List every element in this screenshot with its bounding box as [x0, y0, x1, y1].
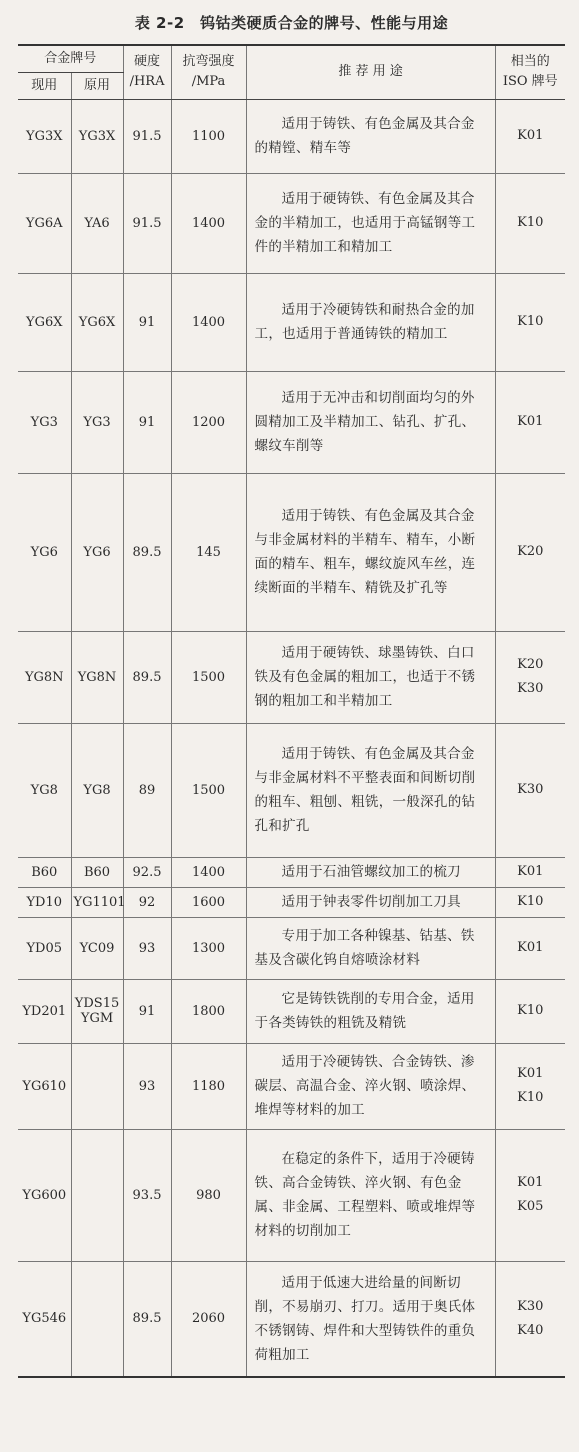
grade-current-cell: YD10: [18, 887, 71, 917]
iso-code: K30: [517, 1298, 544, 1314]
header-strength-line1: 抗弯强度: [182, 54, 235, 70]
grade-current-cell: YG6: [18, 473, 71, 631]
iso-cell: [495, 273, 565, 371]
iso-cell: [495, 857, 565, 887]
iso-cell: [495, 1129, 565, 1261]
header-hardness: [123, 45, 171, 99]
hardness-cell: 91: [123, 371, 171, 473]
header-former: 原用: [71, 72, 123, 99]
hardness-cell: 91: [123, 979, 171, 1043]
grade-current-cell: YG6A: [18, 173, 71, 273]
iso-cell: [495, 1261, 565, 1377]
grade-current-cell: YG610: [18, 1043, 71, 1129]
iso-code: K01: [517, 940, 544, 955]
usage-cell: 适用于钟表零件切削加工刀具: [246, 887, 495, 917]
grade-current-cell: YG8N: [18, 631, 71, 723]
table-row: [18, 99, 565, 173]
strength-cell: 1400: [171, 173, 246, 273]
iso-code: K10: [517, 314, 544, 329]
strength-cell: 980: [171, 1129, 246, 1261]
iso-cell: [495, 723, 565, 857]
grade-former-cell: [71, 1043, 123, 1129]
hardness-cell: 89.5: [123, 473, 171, 631]
strength-cell: 1300: [171, 917, 246, 979]
strength-cell: 145: [171, 473, 246, 631]
iso-code: K01: [517, 414, 544, 429]
usage-cell: 在稳定的条件下，适用于冷硬铸铁、高合金铸铁、淬火钢、有色金属、非金属、工程塑料、喷或堆焊等材料的切削加工: [246, 1129, 495, 1261]
hardness-cell: 91.5: [123, 99, 171, 173]
iso-cell: [495, 371, 565, 473]
strength-cell: 1500: [171, 631, 246, 723]
iso-cell: [495, 631, 565, 723]
grade-current-cell: YD201: [18, 979, 71, 1043]
hardness-cell: 89.5: [123, 631, 171, 723]
iso-code: K05: [517, 1199, 544, 1214]
header-strength-line2: /MPa: [191, 74, 226, 90]
iso-code: K10: [517, 1003, 544, 1018]
iso-code: K01: [517, 1066, 544, 1081]
header-hardness-line1: 硬度: [134, 54, 161, 70]
strength-cell: 1100: [171, 99, 246, 173]
iso-code: K20: [517, 657, 544, 672]
grade-current-cell: YG3X: [18, 99, 71, 173]
grade-current-cell: YG546: [18, 1261, 71, 1377]
header-grade: 合金牌号: [18, 45, 123, 72]
usage-cell: 适用于铸铁、有色金属及其合金的精镗、精车等: [246, 99, 495, 173]
usage-cell: 适用于低速大进给量的间断切削，不易崩刃、打刀。适用于奥氏体不锈钢铸、焊件和大型铸铁件的重负荷粗加工: [246, 1261, 495, 1377]
iso-cell: [495, 917, 565, 979]
usage-cell: 专用于加工各种镍基、钴基、铁基及含碳化钨自熔喷涂材料: [246, 917, 495, 979]
grade-former-cell: [71, 1261, 123, 1377]
grade-former-cell: YG3X: [71, 99, 123, 173]
usage-cell: 适用于无冲击和切削面均匀的外圆精加工及半精加工、钻孔、扩孔、螺纹车削等: [246, 371, 495, 473]
table-body: [18, 99, 565, 1377]
usage-cell: 适用于石油管螺纹加工的梳刀: [246, 857, 495, 887]
iso-cell: [495, 1043, 565, 1129]
hardness-cell: 93: [123, 1043, 171, 1129]
iso-code: K10: [517, 215, 544, 230]
header-iso-line2: ISO 牌号: [502, 74, 558, 90]
usage-cell: 适用于铸铁、有色金属及其合金与非金属材料不平整表面和间断切削的粗车、粗刨、粗铣，一般深孔的钻孔和扩孔: [246, 723, 495, 857]
grade-current-cell: YG600: [18, 1129, 71, 1261]
iso-cell: [495, 887, 565, 917]
strength-cell: 2060: [171, 1261, 246, 1377]
grade-former-cell: YDS15 YGM: [71, 979, 123, 1043]
table-row: [18, 917, 565, 979]
hardness-cell: 93.5: [123, 1129, 171, 1261]
header-hardness-line2: /HRA: [129, 74, 165, 90]
hardness-cell: 93: [123, 917, 171, 979]
iso-code: K10: [517, 1090, 544, 1105]
hardness-cell: 91: [123, 273, 171, 371]
grade-former-cell: [71, 1129, 123, 1261]
iso-cell: [495, 99, 565, 173]
hardness-cell: 91.5: [123, 173, 171, 273]
table-row: [18, 857, 565, 887]
grade-former-cell: YG1101: [71, 887, 123, 917]
iso-code: K01: [517, 864, 544, 879]
table-row: [18, 631, 565, 723]
strength-cell: 1500: [171, 723, 246, 857]
grade-former-cell: YG6: [71, 473, 123, 631]
alloy-table: [18, 44, 565, 1378]
table-row: [18, 1129, 565, 1261]
iso-cell: [495, 473, 565, 631]
iso-code: K01: [517, 128, 544, 143]
table-row: [18, 1261, 565, 1377]
table-row: [18, 887, 565, 917]
hardness-cell: 89: [123, 723, 171, 857]
hardness-cell: 92: [123, 887, 171, 917]
grade-current-cell: YG3: [18, 371, 71, 473]
header-usage: 推 荐 用 途: [246, 45, 495, 99]
grade-former-cell: YG3: [71, 371, 123, 473]
grade-current-cell: YG6X: [18, 273, 71, 371]
table-row: [18, 273, 565, 371]
strength-cell: 1800: [171, 979, 246, 1043]
hardness-cell: 92.5: [123, 857, 171, 887]
usage-cell: 适用于冷硬铸铁和耐热合金的加工，也适用于普通铸铁的精加工: [246, 273, 495, 371]
grade-former-cell: YA6: [71, 173, 123, 273]
iso-cell: [495, 979, 565, 1043]
usage-cell: 适用于冷硬铸铁、合金铸铁、渗碳层、高温合金、淬火钢、喷涂焊、堆焊等材料的加工: [246, 1043, 495, 1129]
header-strength: [171, 45, 246, 99]
iso-code: K30: [517, 782, 544, 797]
strength-cell: 1400: [171, 857, 246, 887]
iso-code: K40: [517, 1322, 544, 1338]
grade-former-cell: B60: [71, 857, 123, 887]
table-row: [18, 979, 565, 1043]
iso-code: K01: [517, 1175, 544, 1190]
header-iso: [495, 45, 565, 99]
header-current: 现用: [18, 72, 71, 99]
iso-code: K20: [517, 544, 544, 559]
table-row: [18, 173, 565, 273]
strength-cell: 1180: [171, 1043, 246, 1129]
usage-cell: 适用于硬铸铁、有色金属及其合金的半精加工，也适用于高锰钢等工件的半精加工和精加工: [246, 173, 495, 273]
grade-former-cell: YG8: [71, 723, 123, 857]
usage-cell: 它是铸铁铣削的专用合金，适用于各类铸铁的粗铣及精铣: [246, 979, 495, 1043]
header-iso-line1: 相当的: [510, 54, 550, 70]
iso-code: K30: [517, 681, 544, 696]
grade-current-cell: B60: [18, 857, 71, 887]
table-row: [18, 473, 565, 631]
grade-current-cell: YD05: [18, 917, 71, 979]
strength-cell: 1400: [171, 273, 246, 371]
usage-cell: 适用于铸铁、有色金属及其合金与非金属材料的半精车、精车，小断面的精车、粗车，螺纹旋风车丝，连续断面的半精车、精铣及扩孔等: [246, 473, 495, 631]
grade-former-cell: YG8N: [71, 631, 123, 723]
hardness-cell: 89.5: [123, 1261, 171, 1377]
iso-cell: [495, 173, 565, 273]
table-title: 表 2-2 钨钴类硬质合金的牌号、性能与用途: [134, 14, 449, 32]
grade-former-cell: YG6X: [71, 273, 123, 371]
table-row: [18, 723, 565, 857]
table-row: [18, 1043, 565, 1129]
iso-code: K10: [517, 894, 544, 909]
table-row: [18, 371, 565, 473]
grade-current-cell: YG8: [18, 723, 71, 857]
strength-cell: 1600: [171, 887, 246, 917]
strength-cell: 1200: [171, 371, 246, 473]
usage-cell: 适用于硬铸铁、球墨铸铁、白口铁及有色金属的粗加工，也适于不锈钢的粗加工和半精加工: [246, 631, 495, 723]
grade-former-cell: YC09: [71, 917, 123, 979]
